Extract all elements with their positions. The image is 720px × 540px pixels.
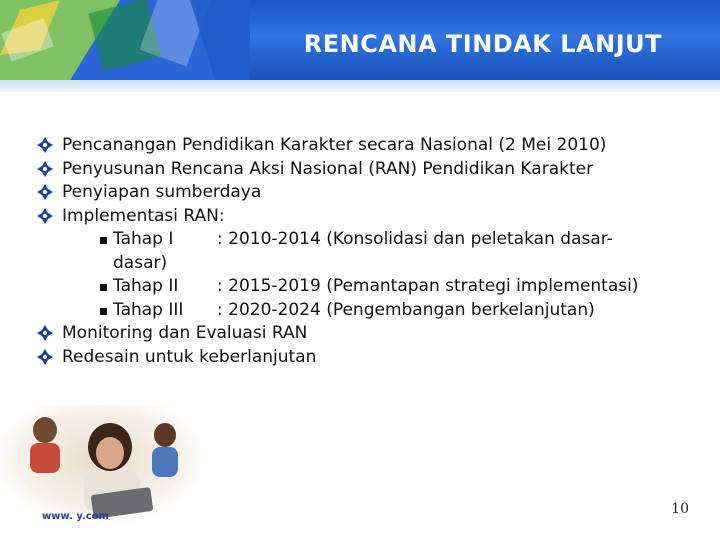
sub-list-item [36, 299, 706, 323]
header-decoration [0, 0, 250, 80]
diamond-bullet-icon [36, 324, 54, 342]
sub-list-item [36, 228, 706, 252]
slide-title: RENCANA TINDAK LANJUT [303, 30, 662, 58]
header-bar [0, 0, 720, 80]
stage-text-continued: dasar) [113, 252, 168, 273]
stage-label: Tahap II [113, 276, 179, 296]
list-item [36, 205, 706, 229]
stage-text: : 2010-2014 (Konsolidasi dan peletakan dasar- [217, 229, 613, 249]
diamond-bullet-icon [36, 348, 54, 366]
square-bullet-icon [100, 237, 107, 244]
square-bullet-icon [100, 308, 107, 315]
diamond-bullet-icon [36, 160, 54, 178]
header-underline [0, 80, 720, 92]
diamond-bullet-icon [36, 136, 54, 154]
list-item-text: Penyusunan Rencana Aksi Nasional (RAN) Pendidikan Karakter [62, 158, 594, 179]
stage-label: Tahap III [113, 299, 184, 320]
sub-list-item [36, 275, 706, 299]
list-item-text: Monitoring dan Evaluasi RAN [62, 323, 308, 343]
list-item-text: Penyiapan sumberdaya [62, 182, 262, 202]
bullet-list [36, 134, 706, 369]
square-bullet-icon [100, 284, 107, 291]
list-item [36, 134, 706, 158]
list-item [36, 181, 706, 205]
diamond-bullet-icon [36, 183, 54, 201]
list-item [36, 158, 706, 182]
website-watermark: www. y.com [42, 511, 109, 522]
students-photo [0, 405, 200, 525]
list-item-text: Implementasi RAN: [62, 205, 225, 226]
list-item-text: Redesain untuk keberlanjutan [62, 346, 317, 367]
page-number: 10 [671, 501, 689, 517]
diamond-bullet-icon [36, 207, 54, 225]
list-item [36, 346, 706, 370]
list-item-text: Pencanangan Pendidikan Karakter secara Nasional (2 Mei 2010) [62, 135, 607, 155]
stage-text: : 2015-2019 (Pemantapan strategi implementasi) [217, 276, 639, 296]
stage-label: Tahap I [113, 229, 174, 249]
list-item [36, 322, 706, 346]
stage-text: : 2020-2024 (Pengembangan berkelanjutan) [217, 299, 595, 320]
